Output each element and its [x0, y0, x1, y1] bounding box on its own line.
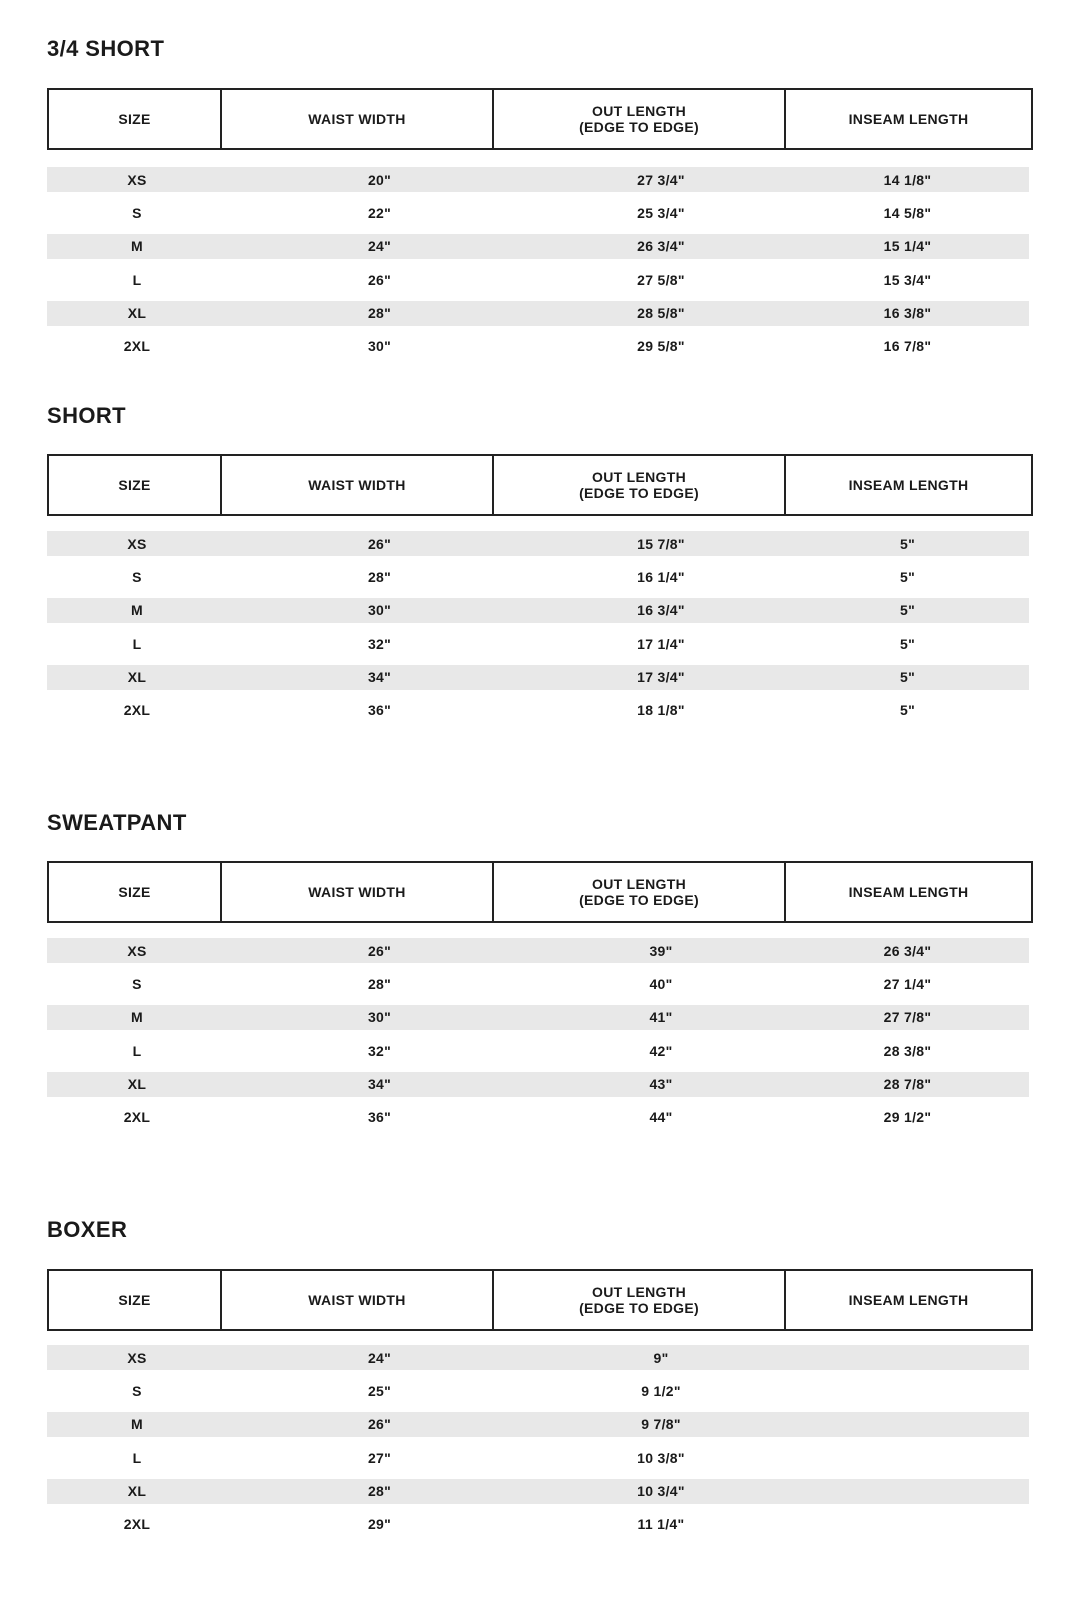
inseam-cell: 16 3/8" [883, 305, 932, 322]
table-row [47, 1038, 1029, 1063]
out-length-cell: 27 5/8" [637, 271, 685, 288]
size-cell: M [131, 1416, 143, 1433]
out-length-cell: 15 7/8" [637, 535, 685, 552]
out-length-cell: 44" [649, 1109, 673, 1126]
section-title: SHORT [47, 403, 126, 428]
size-cell: L [132, 1042, 142, 1059]
inseam-cell: 5" [899, 669, 916, 686]
table-row [47, 1105, 1029, 1130]
out-length-cell: 9 1/2" [641, 1382, 681, 1399]
waist-cell: 30" [367, 1009, 392, 1026]
size-cell: L [132, 1449, 142, 1466]
size-cell: M [131, 1009, 143, 1026]
table-row [47, 200, 1029, 225]
header-waist-width: WAIST WIDTH [222, 90, 494, 148]
waist-cell: 28" [367, 1483, 392, 1500]
header-out-length: OUT LENGTH (EDGE TO EDGE) [494, 90, 786, 148]
table-row [47, 631, 1029, 656]
waist-cell: 27" [367, 1449, 392, 1466]
waist-cell: 28" [367, 568, 392, 585]
table-row [47, 531, 1029, 556]
header-waist-width: WAIST WIDTH [222, 863, 494, 921]
out-length-cell: 26 3/4" [637, 238, 685, 255]
table-row [47, 167, 1029, 192]
header-out-length: OUT LENGTH (EDGE TO EDGE) [494, 456, 786, 514]
header-inseam-length: INSEAM LENGTH [848, 884, 969, 900]
size-rows [47, 531, 1029, 731]
out-length-cell: 39" [649, 942, 673, 959]
waist-cell: 20" [367, 171, 392, 188]
size-cell: L [132, 635, 142, 652]
header-waist-width: WAIST WIDTH [222, 1271, 494, 1329]
size-cell: S [132, 1382, 142, 1399]
waist-cell: 30" [367, 602, 392, 619]
waist-cell: 29" [367, 1516, 392, 1533]
waist-cell: 36" [367, 1109, 392, 1126]
table-row [47, 334, 1029, 359]
header-out-length: OUT LENGTH (EDGE TO EDGE) [494, 1271, 786, 1329]
header-table [47, 88, 1033, 150]
size-rows [47, 167, 1029, 367]
out-length-cell: 17 3/4" [637, 669, 685, 686]
table-row [47, 1072, 1029, 1097]
table-row [47, 1345, 1029, 1370]
size-cell: XL [127, 1076, 147, 1093]
header-inseam-length: INSEAM LENGTH [848, 1292, 969, 1308]
size-cell: XL [127, 305, 147, 322]
size-rows [47, 1345, 1029, 1545]
size-cell: 2XL [123, 1109, 151, 1126]
inseam-cell: 14 5/8" [883, 204, 932, 221]
inseam-cell: 5" [899, 535, 916, 552]
header-table [47, 454, 1033, 516]
inseam-cell: 29 1/2" [883, 1109, 932, 1126]
table-row [47, 1445, 1029, 1470]
waist-cell: 24" [367, 238, 392, 255]
waist-cell: 30" [367, 338, 392, 355]
waist-cell: 26" [367, 535, 392, 552]
inseam-cell: 5" [899, 635, 916, 652]
out-length-cell: 16 1/4" [637, 568, 685, 585]
inseam-cell: 5" [899, 602, 916, 619]
table-row [47, 301, 1029, 326]
size-cell: S [132, 975, 142, 992]
table-row [47, 1005, 1029, 1030]
section-title: SWEATPANT [47, 810, 187, 835]
out-length-cell: 10 3/8" [637, 1449, 685, 1466]
header-inseam-length: INSEAM LENGTH [848, 111, 969, 127]
table-row [47, 698, 1029, 723]
header-inseam-length: INSEAM LENGTH [848, 477, 969, 493]
out-length-cell: 40" [649, 975, 673, 992]
waist-cell: 26" [367, 942, 392, 959]
inseam-cell: 28 3/8" [883, 1042, 932, 1059]
header-size: SIZE [49, 863, 222, 921]
inseam-cell: 15 3/4" [883, 271, 932, 288]
size-cell: XS [127, 942, 147, 959]
section-title: 3/4 SHORT [47, 36, 165, 61]
table-row [47, 971, 1029, 996]
inseam-cell: 14 1/8" [883, 171, 932, 188]
table-row [47, 267, 1029, 292]
size-cell: XL [127, 669, 147, 686]
inseam-cell: 15 1/4" [883, 238, 932, 255]
waist-cell: 36" [367, 702, 392, 719]
size-cell: M [131, 238, 143, 255]
table-row [47, 234, 1029, 259]
table-row [47, 938, 1029, 963]
section-title: BOXER [47, 1217, 128, 1242]
waist-cell: 26" [367, 271, 392, 288]
size-cell: 2XL [123, 1516, 151, 1533]
table-row [47, 1512, 1029, 1537]
size-cell: M [131, 602, 143, 619]
table-row [47, 598, 1029, 623]
out-length-cell: 29 5/8" [637, 338, 685, 355]
header-table [47, 861, 1033, 923]
out-length-cell: 10 3/4" [637, 1483, 685, 1500]
out-length-cell: 27 3/4" [637, 171, 685, 188]
waist-cell: 32" [367, 635, 392, 652]
table-row [47, 1479, 1029, 1504]
size-cell: L [132, 271, 142, 288]
waist-cell: 28" [367, 305, 392, 322]
table-row [47, 1378, 1029, 1403]
size-cell: XL [127, 1483, 147, 1500]
inseam-cell: 16 7/8" [883, 338, 932, 355]
inseam-cell: 26 3/4" [883, 942, 932, 959]
inseam-cell: 5" [899, 702, 916, 719]
waist-cell: 28" [367, 975, 392, 992]
header-size: SIZE [49, 1271, 222, 1329]
out-length-cell: 41" [649, 1009, 673, 1026]
out-length-cell: 25 3/4" [637, 204, 685, 221]
waist-cell: 22" [367, 204, 392, 221]
header-size: SIZE [49, 90, 222, 148]
size-cell: 2XL [123, 702, 151, 719]
table-row [47, 665, 1029, 690]
out-length-cell: 9 7/8" [641, 1416, 681, 1433]
inseam-cell: 5" [899, 568, 916, 585]
size-rows [47, 938, 1029, 1138]
header-waist-width: WAIST WIDTH [222, 456, 494, 514]
out-length-cell: 28 5/8" [637, 305, 685, 322]
waist-cell: 24" [367, 1349, 392, 1366]
out-length-cell: 16 3/4" [637, 602, 685, 619]
waist-cell: 34" [367, 669, 392, 686]
size-cell: 2XL [123, 338, 151, 355]
out-length-cell: 17 1/4" [637, 635, 685, 652]
table-row [47, 564, 1029, 589]
size-cell: XS [127, 171, 147, 188]
inseam-cell: 27 1/4" [883, 975, 932, 992]
size-cell: XS [127, 535, 147, 552]
size-cell: XS [127, 1349, 147, 1366]
waist-cell: 26" [367, 1416, 392, 1433]
out-length-cell: 9" [653, 1349, 669, 1366]
out-length-cell: 42" [649, 1042, 673, 1059]
size-cell: S [132, 204, 142, 221]
table-row [47, 1412, 1029, 1437]
size-cell: S [132, 568, 142, 585]
out-length-cell: 18 1/8" [637, 702, 685, 719]
out-length-cell: 11 1/4" [637, 1516, 685, 1533]
waist-cell: 34" [367, 1076, 392, 1093]
inseam-cell: 27 7/8" [883, 1009, 932, 1026]
waist-cell: 25" [367, 1382, 392, 1399]
inseam-cell: 28 7/8" [883, 1076, 932, 1093]
header-out-length: OUT LENGTH (EDGE TO EDGE) [494, 863, 786, 921]
header-size: SIZE [49, 456, 222, 514]
waist-cell: 32" [367, 1042, 392, 1059]
header-table [47, 1269, 1033, 1331]
out-length-cell: 43" [649, 1076, 673, 1093]
